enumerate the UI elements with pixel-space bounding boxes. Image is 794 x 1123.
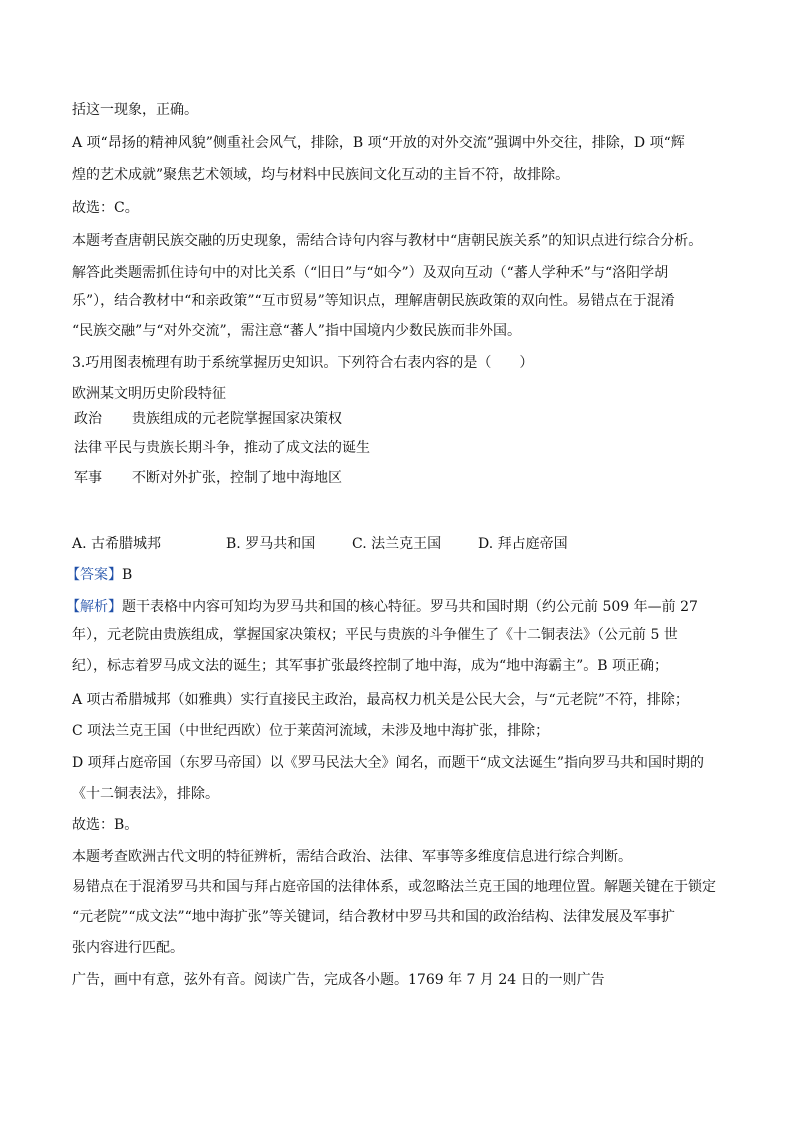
option-a: A. 古希腊城邦 (72, 536, 162, 552)
text-line: 解答此类题需抓住诗句中的对比关系（“旧日”与“如今”）及双向互动（“蕃人学种禾”与“洛阳学胡 (72, 265, 669, 281)
table-value: 贵族组成的元老院掌握国家决策权 (132, 411, 342, 427)
text-line: 故选：C。 (72, 200, 139, 216)
text-line: 年），元老院由贵族组成，掌握国家决策权；平民与贵族的斗争催生了《十二铜表法》（公元前 5 世 (72, 627, 678, 643)
text-line: 煌的艺术成就”聚焦艺术领域，均与材料中民族间文化互动的主旨不符，故排除。 (72, 167, 570, 183)
table-key: 政治 (74, 411, 102, 427)
text-line: “元老院”“成文法”“地中海扩张”等关键词，结合教材中罗马共和国的政治结构、法律发展及军事扩 (72, 909, 675, 925)
table-row (74, 438, 370, 458)
table-row (74, 468, 342, 488)
text-line: 乐”），结合教材中“和亲政策”“互市贸易”等知识点，理解唐朝民族政策的双向性。易错点在于混淆 (72, 293, 675, 309)
option-b: B. 罗马共和国 (226, 536, 316, 552)
option-c: C. 法兰克王国 (352, 536, 442, 552)
text-line: 张内容进行匹配。 (72, 940, 184, 956)
text-line: 故选：B。 (72, 817, 139, 833)
table-value: 平民与贵族长期斗争，推动了成文法的诞生 (104, 440, 370, 456)
text-line: A 项古希腊城邦（如雅典）实行直接民主政治，最高权力机关是公民大会，与“元老院”不符，排除； (72, 692, 689, 708)
analysis-text: 题干表格中内容可知均为罗马共和国的核心特征。罗马共和国时期（约公元前 509 年—前 27 (122, 599, 698, 615)
answer-tag: 【答案】 (66, 567, 122, 583)
answer-value: B (122, 567, 133, 583)
text-line: 易错点在于混淆罗马共和国与拜占庭帝国的法律体系，或忽略法兰克王国的地理位置。解题关键在于锁定 (72, 879, 716, 895)
table-key: 法律 (74, 440, 102, 456)
option-d: D. 拜占庭帝国 (478, 536, 568, 552)
text-line: 《十二铜表法》，排除。 (72, 786, 219, 802)
text-line: 广告，画中有意，弦外有音。阅读广告，完成各小题。1769 年 7 月 24 日的一则广告 (72, 972, 605, 988)
text-line: 括这一现象，正确。 (72, 102, 198, 118)
text-line: 纪），标志着罗马成文法的诞生；其军事扩张最终控制了地中海，成为“地中海霸主”。B 项正确； (72, 658, 669, 674)
text-line: 本题考查欧洲古代文明的特征辨析，需结合政治、法律、军事等多维度信息进行综合判断。 (72, 849, 632, 865)
question-stem: 3.巧用图表梳理有助于系统掌握历史知识。下列符合右表内容的是（ ） (72, 355, 534, 371)
answer-line (66, 565, 132, 585)
text-line: C 项法兰克王国（中世纪西欧）位于莱茵河流域，未涉及地中海扩张，排除； (72, 723, 550, 739)
text-line: A 项“昂扬的精神风貌”侧重社会风气，排除，B 项“开放的对外交流”强调中外交往，排除，D 项“辉 (72, 135, 685, 151)
text-line: “民族交融”与“对外交流”，需注意“蕃人”指中国境内少数民族而非外国。 (72, 323, 521, 339)
text-line: 本题考查唐朝民族交融的历史现象，需结合诗句内容与教材中“唐朝民族关系”的知识点进行综合分析。 (72, 233, 703, 249)
table-caption: 欧洲某文明历史阶段特征 (72, 386, 226, 402)
analysis-tag: 【解析】 (66, 599, 122, 615)
table-key: 军事 (74, 470, 102, 486)
text-line: D 项拜占庭帝国（东罗马帝国）以《罗马民法大全》闻名，而题干“成文法诞生”指向罗马共和国时期的 (72, 755, 704, 771)
analysis-line (66, 597, 698, 617)
table-value: 不断对外扩张，控制了地中海地区 (132, 470, 342, 486)
table-row (74, 409, 342, 429)
